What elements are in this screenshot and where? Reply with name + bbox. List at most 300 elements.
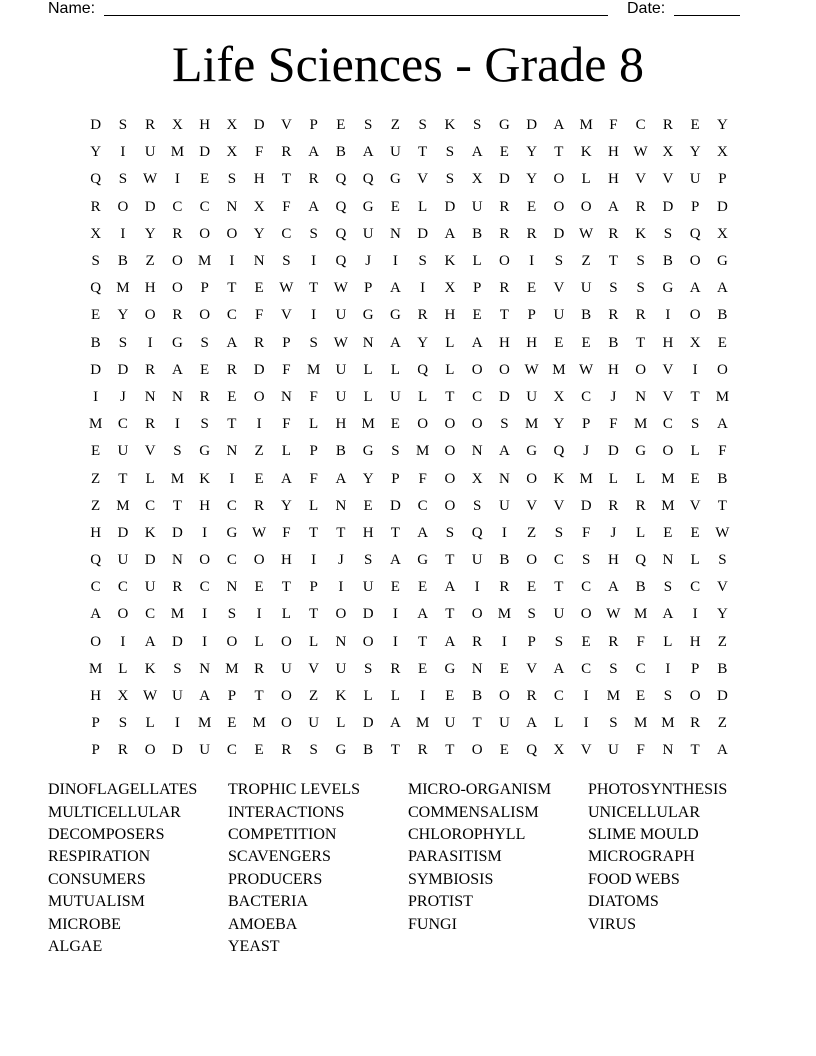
- grid-letter[interactable]: A: [308, 198, 320, 215]
- grid-letter[interactable]: G: [389, 171, 401, 188]
- grid-letter[interactable]: U: [689, 171, 701, 188]
- grid-letter[interactable]: P: [363, 280, 373, 297]
- grid-letter[interactable]: I: [147, 334, 153, 351]
- grid-letter[interactable]: D: [716, 688, 728, 705]
- grid-letter[interactable]: B: [335, 144, 346, 161]
- grid-letter[interactable]: Q: [553, 443, 565, 460]
- grid-letter[interactable]: E: [254, 742, 264, 759]
- grid-letter[interactable]: G: [498, 117, 510, 134]
- grid-letter[interactable]: N: [280, 388, 292, 405]
- grid-letter[interactable]: R: [526, 225, 537, 242]
- grid-letter[interactable]: I: [256, 606, 262, 623]
- grid-letter[interactable]: D: [607, 443, 619, 460]
- grid-letter[interactable]: R: [90, 198, 101, 215]
- grid-letter[interactable]: J: [583, 443, 590, 460]
- grid-letter[interactable]: X: [662, 144, 674, 161]
- grid-letter[interactable]: M: [524, 416, 539, 433]
- grid-letter[interactable]: Q: [635, 552, 647, 569]
- grid-letter[interactable]: X: [117, 688, 129, 705]
- grid-letter[interactable]: S: [609, 280, 618, 297]
- grid-letter[interactable]: I: [93, 388, 99, 405]
- grid-letter[interactable]: R: [417, 307, 428, 324]
- grid-letter[interactable]: K: [580, 144, 592, 161]
- grid-letter[interactable]: A: [389, 334, 401, 351]
- grid-letter[interactable]: S: [363, 117, 373, 134]
- grid-letter[interactable]: W: [579, 361, 594, 378]
- grid-letter[interactable]: C: [581, 579, 592, 596]
- grid-letter[interactable]: C: [199, 198, 210, 215]
- grid-letter[interactable]: E: [254, 280, 264, 297]
- grid-letter[interactable]: I: [311, 307, 317, 324]
- grid-letter[interactable]: D: [444, 198, 456, 215]
- grid-letter[interactable]: R: [145, 416, 156, 433]
- grid-letter[interactable]: B: [635, 579, 646, 596]
- grid-letter[interactable]: E: [499, 660, 509, 677]
- grid-letter[interactable]: N: [171, 552, 183, 569]
- grid-letter[interactable]: I: [174, 715, 180, 732]
- grid-letter[interactable]: P: [282, 334, 291, 351]
- grid-letter[interactable]: I: [174, 416, 180, 433]
- grid-letter[interactable]: X: [553, 742, 565, 759]
- grid-letter[interactable]: R: [254, 334, 265, 351]
- grid-letter[interactable]: T: [336, 524, 346, 541]
- grid-letter[interactable]: A: [444, 225, 456, 242]
- grid-letter[interactable]: M: [633, 606, 648, 623]
- grid-letter[interactable]: R: [608, 497, 619, 514]
- grid-letter[interactable]: R: [526, 688, 537, 705]
- grid-letter[interactable]: A: [362, 144, 374, 161]
- grid-letter[interactable]: O: [471, 742, 483, 759]
- grid-letter[interactable]: O: [90, 633, 102, 650]
- grid-letter[interactable]: S: [445, 524, 455, 541]
- grid-letter[interactable]: F: [254, 144, 264, 161]
- grid-letter[interactable]: S: [173, 443, 182, 460]
- grid-letter[interactable]: D: [580, 497, 592, 514]
- grid-letter[interactable]: U: [199, 742, 211, 759]
- grid-letter[interactable]: N: [635, 388, 647, 405]
- grid-letter[interactable]: S: [663, 688, 673, 705]
- grid-letter[interactable]: G: [444, 660, 456, 677]
- grid-letter[interactable]: B: [581, 307, 592, 324]
- grid-letter[interactable]: X: [226, 144, 238, 161]
- grid-letter[interactable]: L: [309, 416, 319, 433]
- grid-letter[interactable]: C: [417, 497, 428, 514]
- grid-letter[interactable]: T: [309, 524, 319, 541]
- grid-letter[interactable]: O: [117, 606, 129, 623]
- grid-letter[interactable]: T: [418, 144, 428, 161]
- grid-letter[interactable]: C: [553, 552, 564, 569]
- grid-letter[interactable]: L: [281, 443, 291, 460]
- grid-letter[interactable]: D: [417, 225, 429, 242]
- grid-letter[interactable]: W: [143, 171, 158, 188]
- grid-letter[interactable]: O: [689, 688, 701, 705]
- grid-letter[interactable]: E: [418, 660, 428, 677]
- grid-letter[interactable]: P: [309, 443, 318, 460]
- grid-letter[interactable]: O: [417, 416, 429, 433]
- grid-letter[interactable]: B: [608, 334, 619, 351]
- grid-letter[interactable]: T: [418, 633, 428, 650]
- grid-letter[interactable]: A: [389, 552, 401, 569]
- grid-letter[interactable]: F: [282, 416, 291, 433]
- grid-letter[interactable]: S: [609, 660, 618, 677]
- grid-letter[interactable]: O: [335, 606, 347, 623]
- grid-letter[interactable]: F: [282, 361, 291, 378]
- grid-letter[interactable]: N: [662, 552, 674, 569]
- grid-letter[interactable]: C: [226, 307, 237, 324]
- grid-letter[interactable]: U: [526, 388, 538, 405]
- grid-letter[interactable]: A: [335, 470, 347, 487]
- grid-letter[interactable]: V: [662, 361, 674, 378]
- grid-letter[interactable]: G: [199, 443, 211, 460]
- grid-letter[interactable]: H: [607, 144, 619, 161]
- grid-letter[interactable]: O: [716, 361, 728, 378]
- grid-letter[interactable]: M: [661, 715, 675, 732]
- grid-letter[interactable]: P: [391, 470, 400, 487]
- grid-letter[interactable]: S: [500, 416, 509, 433]
- grid-letter[interactable]: X: [171, 117, 183, 134]
- grid-letter[interactable]: M: [116, 280, 130, 297]
- grid-letter[interactable]: L: [254, 633, 264, 650]
- grid-letter[interactable]: A: [689, 280, 701, 297]
- grid-letter[interactable]: F: [718, 443, 727, 460]
- grid-letter[interactable]: U: [144, 579, 156, 596]
- grid-letter[interactable]: R: [417, 742, 428, 759]
- grid-letter[interactable]: O: [580, 606, 592, 623]
- grid-letter[interactable]: F: [254, 307, 264, 324]
- grid-letter[interactable]: Z: [91, 470, 101, 487]
- grid-letter[interactable]: L: [472, 253, 482, 270]
- grid-letter[interactable]: G: [389, 307, 401, 324]
- grid-letter[interactable]: W: [333, 334, 348, 351]
- grid-letter[interactable]: M: [497, 606, 512, 623]
- grid-letter[interactable]: I: [501, 633, 507, 650]
- grid-letter[interactable]: F: [418, 470, 427, 487]
- grid-letter[interactable]: A: [607, 579, 619, 596]
- grid-letter[interactable]: R: [172, 579, 183, 596]
- grid-letter[interactable]: S: [554, 633, 564, 650]
- grid-letter[interactable]: O: [226, 225, 238, 242]
- grid-letter[interactable]: X: [553, 388, 565, 405]
- grid-letter[interactable]: I: [174, 171, 180, 188]
- grid-letter[interactable]: D: [171, 633, 183, 650]
- grid-letter[interactable]: E: [336, 117, 346, 134]
- grid-letter[interactable]: S: [527, 606, 536, 623]
- grid-letter[interactable]: A: [607, 198, 619, 215]
- grid-letter[interactable]: O: [171, 253, 183, 270]
- grid-letter[interactable]: T: [390, 742, 400, 759]
- grid-letter[interactable]: V: [280, 307, 292, 324]
- grid-letter[interactable]: I: [392, 633, 398, 650]
- grid-letter[interactable]: L: [390, 361, 400, 378]
- grid-letter[interactable]: E: [717, 334, 727, 351]
- grid-letter[interactable]: L: [581, 171, 591, 188]
- grid-letter[interactable]: M: [606, 688, 621, 705]
- grid-letter[interactable]: C: [635, 117, 646, 134]
- grid-letter[interactable]: I: [311, 253, 317, 270]
- grid-letter[interactable]: O: [526, 470, 538, 487]
- grid-letter[interactable]: F: [609, 117, 618, 134]
- grid-letter[interactable]: I: [583, 688, 589, 705]
- grid-letter[interactable]: D: [716, 198, 728, 215]
- grid-letter[interactable]: S: [227, 606, 237, 623]
- grid-letter[interactable]: B: [472, 688, 483, 705]
- grid-letter[interactable]: H: [689, 633, 701, 650]
- grid-letter[interactable]: O: [199, 307, 211, 324]
- grid-letter[interactable]: T: [172, 497, 182, 514]
- grid-letter[interactable]: L: [118, 660, 128, 677]
- grid-letter[interactable]: U: [335, 307, 347, 324]
- grid-letter[interactable]: P: [91, 715, 100, 732]
- grid-letter[interactable]: H: [199, 497, 211, 514]
- grid-letter[interactable]: R: [608, 307, 619, 324]
- grid-letter[interactable]: W: [579, 225, 594, 242]
- grid-letter[interactable]: T: [445, 552, 455, 569]
- grid-letter[interactable]: I: [229, 253, 235, 270]
- grid-letter[interactable]: K: [199, 470, 211, 487]
- grid-letter[interactable]: R: [608, 633, 619, 650]
- grid-letter[interactable]: V: [553, 497, 565, 514]
- grid-letter[interactable]: S: [363, 660, 373, 677]
- grid-letter[interactable]: E: [390, 416, 400, 433]
- grid-letter[interactable]: M: [415, 443, 430, 460]
- grid-letter[interactable]: V: [526, 497, 538, 514]
- grid-letter[interactable]: U: [498, 497, 510, 514]
- grid-letter[interactable]: V: [716, 579, 728, 596]
- grid-letter[interactable]: P: [227, 688, 237, 705]
- grid-letter[interactable]: E: [472, 307, 482, 324]
- grid-letter[interactable]: I: [665, 660, 671, 677]
- grid-letter[interactable]: I: [420, 280, 426, 297]
- grid-letter[interactable]: U: [580, 280, 592, 297]
- grid-letter[interactable]: L: [309, 497, 319, 514]
- grid-letter[interactable]: C: [635, 660, 646, 677]
- grid-letter[interactable]: S: [690, 416, 700, 433]
- grid-letter[interactable]: Y: [526, 144, 538, 161]
- grid-letter[interactable]: P: [309, 117, 318, 134]
- grid-letter[interactable]: O: [498, 688, 510, 705]
- grid-letter[interactable]: E: [690, 470, 700, 487]
- grid-letter[interactable]: O: [580, 198, 592, 215]
- grid-letter[interactable]: T: [608, 253, 618, 270]
- grid-letter[interactable]: D: [144, 198, 156, 215]
- grid-letter[interactable]: S: [663, 225, 673, 242]
- grid-letter[interactable]: H: [607, 361, 619, 378]
- grid-letter[interactable]: C: [90, 579, 101, 596]
- grid-letter[interactable]: V: [635, 171, 647, 188]
- grid-letter[interactable]: Y: [526, 171, 538, 188]
- grid-letter[interactable]: S: [309, 225, 318, 242]
- grid-letter[interactable]: C: [472, 388, 483, 405]
- grid-letter[interactable]: Q: [526, 742, 538, 759]
- grid-letter[interactable]: R: [172, 307, 183, 324]
- grid-letter[interactable]: G: [635, 443, 647, 460]
- grid-letter[interactable]: M: [88, 416, 103, 433]
- grid-letter[interactable]: G: [362, 307, 374, 324]
- grid-letter[interactable]: S: [200, 334, 209, 351]
- grid-letter[interactable]: L: [690, 552, 700, 569]
- grid-letter[interactable]: O: [553, 171, 565, 188]
- grid-letter[interactable]: G: [362, 443, 374, 460]
- grid-letter[interactable]: T: [445, 388, 455, 405]
- grid-letter[interactable]: D: [362, 715, 374, 732]
- grid-letter[interactable]: O: [280, 715, 292, 732]
- grid-letter[interactable]: U: [308, 715, 320, 732]
- grid-letter[interactable]: S: [418, 117, 427, 134]
- grid-letter[interactable]: I: [338, 579, 344, 596]
- grid-letter[interactable]: C: [226, 552, 237, 569]
- grid-letter[interactable]: L: [608, 470, 618, 487]
- grid-letter[interactable]: X: [90, 225, 102, 242]
- grid-letter[interactable]: A: [498, 443, 510, 460]
- grid-letter[interactable]: X: [226, 117, 238, 134]
- grid-letter[interactable]: F: [309, 470, 318, 487]
- grid-letter[interactable]: Z: [717, 715, 727, 732]
- grid-letter[interactable]: L: [636, 470, 646, 487]
- grid-letter[interactable]: J: [610, 388, 617, 405]
- grid-letter[interactable]: S: [472, 117, 482, 134]
- grid-letter[interactable]: Z: [254, 443, 264, 460]
- grid-letter[interactable]: N: [335, 497, 347, 514]
- grid-letter[interactable]: O: [444, 443, 456, 460]
- grid-letter[interactable]: U: [362, 225, 374, 242]
- grid-letter[interactable]: R: [117, 742, 128, 759]
- grid-letter[interactable]: O: [526, 552, 538, 569]
- grid-letter[interactable]: D: [117, 361, 129, 378]
- grid-letter[interactable]: M: [579, 470, 593, 487]
- grid-letter[interactable]: S: [418, 253, 427, 270]
- grid-letter[interactable]: A: [471, 334, 483, 351]
- grid-letter[interactable]: L: [309, 633, 319, 650]
- grid-letter[interactable]: E: [91, 443, 101, 460]
- grid-letter[interactable]: E: [254, 470, 264, 487]
- grid-letter[interactable]: Y: [117, 307, 129, 324]
- grid-letter[interactable]: D: [253, 361, 265, 378]
- grid-letter[interactable]: K: [444, 253, 456, 270]
- grid-letter[interactable]: E: [499, 742, 509, 759]
- grid-letter[interactable]: K: [144, 660, 156, 677]
- grid-letter[interactable]: S: [391, 443, 400, 460]
- grid-letter[interactable]: H: [607, 171, 619, 188]
- grid-letter[interactable]: E: [499, 144, 509, 161]
- grid-letter[interactable]: I: [202, 633, 208, 650]
- grid-letter[interactable]: F: [609, 416, 618, 433]
- grid-letter[interactable]: C: [226, 497, 237, 514]
- grid-letter[interactable]: A: [90, 606, 102, 623]
- grid-letter[interactable]: O: [199, 552, 211, 569]
- grid-letter[interactable]: A: [144, 633, 156, 650]
- grid-letter[interactable]: D: [662, 198, 674, 215]
- grid-letter[interactable]: W: [524, 361, 539, 378]
- name-field-line[interactable]: [104, 15, 608, 16]
- grid-letter[interactable]: D: [90, 117, 102, 134]
- grid-letter[interactable]: S: [118, 171, 128, 188]
- grid-letter[interactable]: G: [526, 443, 538, 460]
- grid-letter[interactable]: P: [690, 198, 700, 215]
- date-field-line[interactable]: [674, 15, 740, 16]
- grid-letter[interactable]: T: [309, 280, 319, 297]
- grid-letter[interactable]: D: [253, 117, 265, 134]
- grid-letter[interactable]: U: [389, 388, 401, 405]
- grid-letter[interactable]: P: [91, 742, 100, 759]
- grid-letter[interactable]: Q: [90, 280, 102, 297]
- grid-letter[interactable]: T: [118, 470, 128, 487]
- grid-letter[interactable]: O: [471, 361, 483, 378]
- grid-letter[interactable]: Z: [390, 117, 400, 134]
- grid-letter[interactable]: A: [308, 144, 320, 161]
- grid-letter[interactable]: T: [445, 606, 455, 623]
- grid-letter[interactable]: E: [390, 198, 400, 215]
- grid-letter[interactable]: T: [390, 524, 400, 541]
- grid-letter[interactable]: L: [363, 688, 373, 705]
- grid-letter[interactable]: U: [389, 144, 401, 161]
- grid-letter[interactable]: O: [553, 198, 565, 215]
- grid-letter[interactable]: O: [444, 497, 456, 514]
- grid-letter[interactable]: A: [444, 633, 456, 650]
- grid-letter[interactable]: R: [635, 307, 646, 324]
- grid-letter[interactable]: F: [636, 742, 645, 759]
- grid-letter[interactable]: R: [199, 388, 210, 405]
- grid-letter[interactable]: E: [527, 198, 537, 215]
- grid-letter[interactable]: P: [200, 280, 209, 297]
- grid-letter[interactable]: A: [226, 334, 238, 351]
- grid-letter[interactable]: L: [418, 198, 428, 215]
- grid-letter[interactable]: J: [119, 388, 126, 405]
- grid-letter[interactable]: N: [226, 579, 238, 596]
- grid-letter[interactable]: D: [498, 388, 510, 405]
- grid-letter[interactable]: M: [661, 497, 675, 514]
- grid-letter[interactable]: A: [662, 606, 674, 623]
- grid-letter[interactable]: M: [661, 470, 675, 487]
- grid-letter[interactable]: U: [335, 361, 347, 378]
- grid-letter[interactable]: Y: [90, 144, 102, 161]
- grid-letter[interactable]: Q: [335, 171, 347, 188]
- grid-letter[interactable]: X: [253, 198, 265, 215]
- grid-letter[interactable]: K: [144, 524, 156, 541]
- grid-letter[interactable]: X: [689, 334, 701, 351]
- grid-letter[interactable]: S: [118, 715, 128, 732]
- grid-letter[interactable]: A: [553, 660, 565, 677]
- grid-letter[interactable]: E: [554, 334, 564, 351]
- grid-letter[interactable]: T: [309, 606, 319, 623]
- grid-letter[interactable]: N: [199, 660, 211, 677]
- grid-letter[interactable]: S: [118, 334, 128, 351]
- grid-letter[interactable]: O: [199, 225, 211, 242]
- grid-letter[interactable]: C: [117, 416, 128, 433]
- grid-letter[interactable]: C: [690, 579, 701, 596]
- grid-letter[interactable]: S: [91, 253, 100, 270]
- grid-letter[interactable]: M: [715, 388, 730, 405]
- grid-letter[interactable]: Q: [335, 253, 347, 270]
- grid-letter[interactable]: E: [390, 579, 400, 596]
- grid-letter[interactable]: V: [580, 742, 592, 759]
- grid-letter[interactable]: V: [144, 443, 156, 460]
- grid-letter[interactable]: X: [471, 171, 483, 188]
- grid-letter[interactable]: I: [665, 307, 671, 324]
- grid-letter[interactable]: H: [444, 307, 456, 324]
- grid-letter[interactable]: V: [662, 388, 674, 405]
- grid-letter[interactable]: O: [117, 198, 129, 215]
- grid-letter[interactable]: O: [498, 253, 510, 270]
- grid-letter[interactable]: O: [689, 307, 701, 324]
- grid-letter[interactable]: I: [202, 606, 208, 623]
- grid-letter[interactable]: O: [253, 388, 265, 405]
- grid-letter[interactable]: V: [308, 660, 320, 677]
- grid-letter[interactable]: O: [280, 633, 292, 650]
- grid-letter[interactable]: H: [498, 334, 510, 351]
- grid-letter[interactable]: W: [143, 688, 158, 705]
- grid-letter[interactable]: M: [552, 361, 566, 378]
- grid-letter[interactable]: W: [333, 280, 348, 297]
